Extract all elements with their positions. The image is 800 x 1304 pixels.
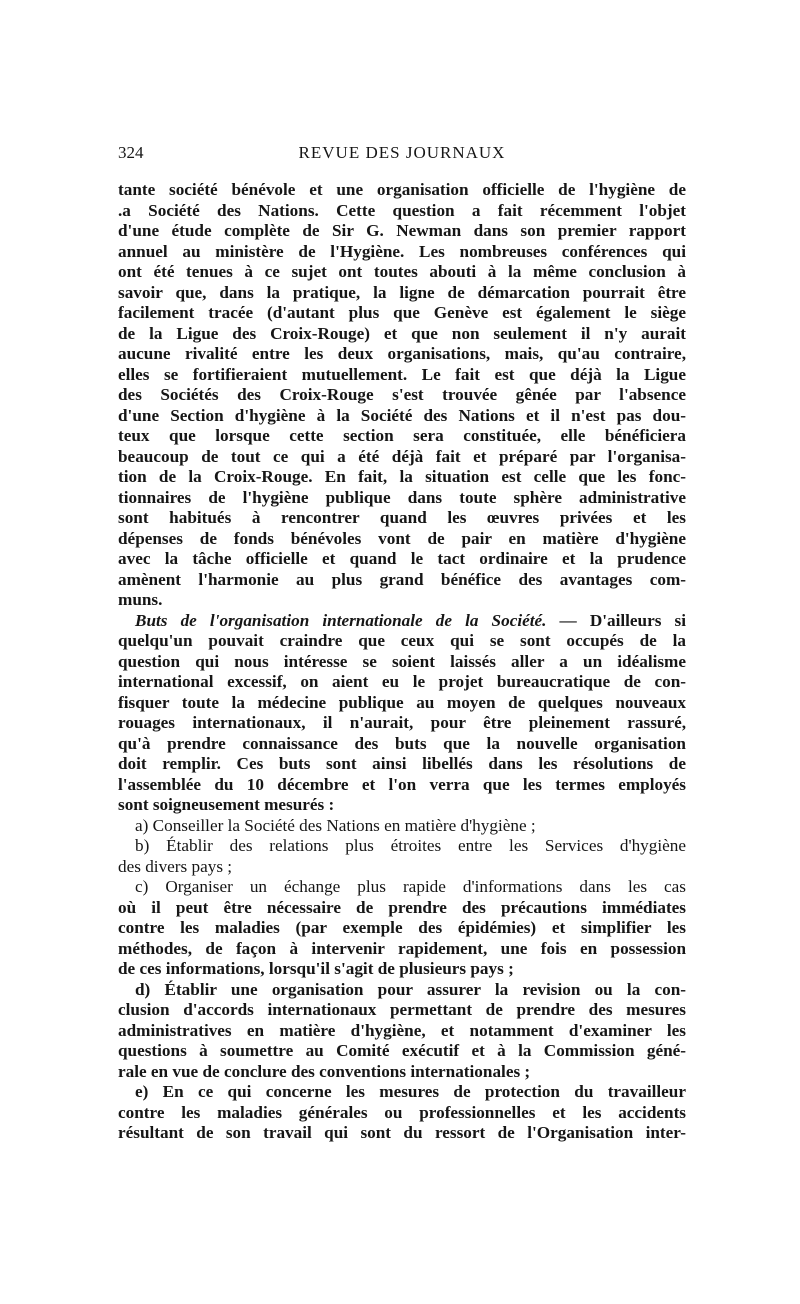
text-line: aucune rivalité entre les deux organisations, mais, qu'au contraire, [118, 344, 686, 363]
section-heading: Buts de l'organisation internationale de la Société. [135, 610, 547, 630]
list-item-d: d) Établir une organisation pour assurer la revision ou la con- [135, 979, 686, 999]
text-line: amènent l'harmonie au plus grand bénéfice des avantages com- [118, 569, 686, 589]
text-line: d'une étude complète de Sir G. Newman dans son premier rapport [118, 221, 686, 240]
text-line: savoir que, dans la pratique, la ligne de démarcation pourrait être [118, 282, 686, 302]
text-line: questions à soumettre au Comité exécutif et à la Commission géné- [118, 1041, 686, 1060]
text-line: administratives en matière d'hygiène, et notamment d'examiner les [118, 1020, 686, 1040]
text-line: fisquer toute la médecine publique au moyen de quelques nouveaux [118, 692, 686, 712]
list-item-a: a) Conseiller la Société des Nations en matière d'hygiène ; [135, 815, 536, 835]
text-line: elles se fortifieraient mutuellement. Le fait est que déjà la Ligue [118, 364, 686, 384]
text-line: annuel au ministère de l'Hygiène. Les nombreuses conférences qui [118, 241, 686, 261]
text-line: teux que lorsque cette section sera constituée, elle bénéficiera [118, 426, 686, 445]
text-line: tion de la Croix-Rouge. En fait, la situation est celle que les fonc- [118, 467, 686, 486]
text-line: avec la tâche officielle et quand le tact ordinaire et la prudence [118, 549, 686, 568]
page-number: 324 [118, 143, 144, 162]
list-item-c: c) Organiser un échange plus rapide d'informations dans les cas [135, 877, 686, 896]
text-line: rouages internationaux, il n'aurait, pour être pleinement rassuré, [118, 713, 686, 732]
text-line: doit remplir. Ces buts sont ainsi libellés dans les résolutions de [118, 754, 686, 773]
text-line: contre les maladies (par exemple des épidémies) et simplifier les [118, 918, 686, 937]
text-line: de la Ligue des Croix-Rouge) et que non seulement il n'y aurait [118, 323, 686, 343]
text-line: qu'à prendre connaissance des buts que la nouvelle organisation [118, 733, 686, 753]
list-item-e: e) En ce qui concerne les mesures de protection du travailleur [135, 1082, 686, 1101]
text-line: dépenses de fonds bénévoles vont de pair en matière d'hygiène [118, 528, 686, 548]
list-item-b: b) Établir des relations plus étroites entre les Services d'hygiène [135, 836, 686, 855]
text-line: ont été tenues à ce sujet ont toutes abouti à la même conclusion à [118, 262, 686, 281]
text-line: d'une Section d'hygiène à la Société des Nations et il n'est pas dou- [118, 405, 686, 425]
text-line: des Sociétés des Croix-Rouge s'est trouvée gênée par l'absence [118, 385, 686, 404]
text-line: muns. [118, 590, 163, 609]
text-line: international excessif, on aient eu le projet bureaucratique de con- [118, 672, 686, 691]
running-title: REVUE DES JOURNAUX [298, 143, 506, 162]
text-line: sont habitués à rencontrer quand les œuvres privées et les [118, 508, 686, 527]
text-line: rale en vue de conclure des conventions internationales ; [118, 1061, 531, 1081]
text-line: facilement tracée (d'autant plus que Genève est également le siège [118, 303, 686, 322]
text-line: tante société bénévole et une organisation officielle de l'hygiène de [118, 180, 686, 199]
page-header [118, 143, 686, 171]
text-line: quelqu'un pouvait craindre que ceux qui se sont occupés de la [118, 631, 686, 650]
text-line: de ces informations, lorsqu'il s'agit de plusieurs pays ; [118, 959, 514, 978]
text-line: beaucoup de tout ce qui a été déjà fait et préparé par l'organisa- [118, 446, 686, 466]
text-line: des divers pays ; [118, 856, 233, 876]
text-line: méthodes, de façon à intervenir rapidement, une fois en possession [118, 938, 686, 958]
text-line: .a Société des Nations. Cette question a fait récemment l'objet [118, 200, 686, 220]
text-line: tionnaires de l'hygiène publique dans toute sphère administrative [118, 487, 686, 507]
text-line: contre les maladies générales ou professionnelles et les accidents [118, 1102, 686, 1122]
text-line: question qui nous intéresse se soient laissés aller a un idéalisme [118, 651, 686, 671]
text-line: l'assemblée du 10 décembre et l'on verra que les termes employés [118, 774, 686, 794]
section-heading-continuation: — D'ailleurs si [546, 610, 686, 630]
text-line: clusion d'accords internationaux permettant de prendre des mesures [118, 1000, 686, 1019]
text-line: sont soigneusement mesurés : [118, 795, 335, 814]
text-line: où il peut être nécessaire de prendre des précautions immédiates [118, 897, 686, 917]
text-line: résultant de son travail qui sont du ressort de l'Organisation inter- [118, 1123, 686, 1142]
section-heading-line [118, 611, 686, 632]
body-text [118, 180, 686, 1144]
